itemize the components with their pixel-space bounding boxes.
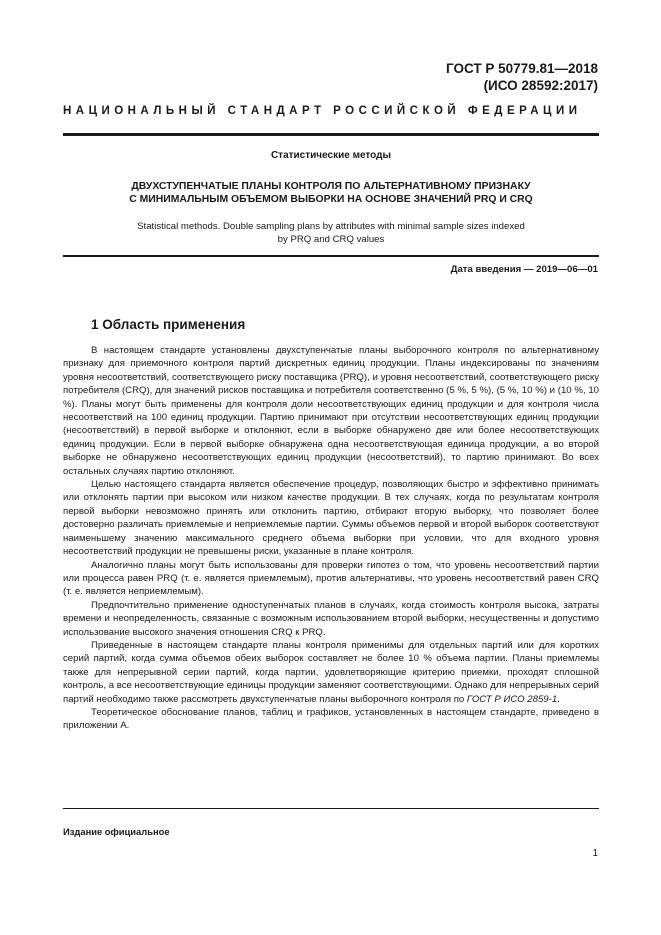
page-number: 1 (592, 848, 598, 859)
section-body (63, 344, 599, 733)
paragraph: В настоящем стандарте установлены двухступенчатые планы выборочного контроля по альтернативному признаку для приемочного контроля партий дискретных единиц продукции. Планы индексированы по значениям уровня несоответствий, соответствующего риску поставщика (PRQ), и уровня несоответствий, соответствующего риску потребителя (CRQ), для значений рисков поставщика и потребителя соответственно (5 %, 5 %), (5 %, 10 %) и (10 %, 10 %). Планы могут быть применены для контроля доли несоответствующих единиц продукции и для контроля числа несоответствий на 100 единиц продукции. Партию принимают при отсутствии несоответствующих единиц продукции (несоответствий) в первой выборке и отклоняют, если в выборке обнаружено две или более несоответствующих единиц продукции. Если в первой выборке обнаружена одна несоответствующая единица продукции, а во второй выборке не обнаружено несоответствующих единиц продукции (несоответствий), то партию принимают. Во всех остальных случаях партию отклоняют. (63, 345, 599, 477)
standard-reference: ГОСТ Р ИСО 2859-1 (466, 693, 558, 705)
national-standard-banner: НАЦИОНАЛЬНЫЙ СТАНДАРТ РОССИЙСКОЙ ФЕДЕРАЦИИ (63, 105, 582, 117)
document-subtitle: Статистические методы (270, 150, 392, 161)
title-rule (63, 255, 599, 257)
document-title (63, 180, 599, 206)
standard-number: ГОСТ Р 50779.81—2018 (446, 61, 598, 76)
paragraph: Целью настоящего стандарта является обеспечение процедур, позволяющих быстро и эффективно принимать или отклонять партии при высоком или низком качестве продукции. В тех случаях, когда по результатам контроля первой выборки невозможно принять или отклонить партию, отбирают вторую выборку, что позволяет более достоверно различать приемлемые и неприемлемые партии. Суммы объемов первой и второй выборок соответствуют наименьшему значению максимального среднего объема выборки при условии, что для входного уровня несоответствий продукции не превышены риски, указанные в плане контроля. (63, 479, 599, 558)
title-line: ДВУХСТУПЕНЧАТЫЕ ПЛАНЫ КОНТРОЛЯ ПО АЛЬТЕРНАТИВНОМУ ПРИЗНАКУ (131, 181, 531, 192)
paragraph: Теоретическое обоснование планов, таблиц и графиков, установленных в настоящем стандарте, приведено в приложении А. (63, 706, 599, 732)
paragraph (63, 639, 599, 706)
header-rule (63, 133, 599, 136)
footer-rule (63, 808, 599, 809)
english-title-line: by PRQ and CRQ values (277, 234, 385, 245)
paragraph: Аналогично планы могут быть использованы для проверки гипотез о том, что уровень несоответствий партии или процесса равен PRQ (т. е. является приемлемым), против альтернативы, что уровень несоответствий равен CRQ (т. е. является неприемлемым). (63, 559, 599, 598)
introduction-date: Дата введения — 2019—06—01 (450, 264, 598, 275)
title-line: С МИНИМАЛЬНЫМ ОБЪЕМОМ ВЫБОРКИ НА ОСНОВЕ ЗНАЧЕНИЙ PRQ И CRQ (129, 194, 533, 205)
english-title (63, 220, 599, 246)
paragraph-end: . (557, 693, 560, 705)
english-title-line: Statistical methods. Double sampling plans by attributes with minimal sample sizes indexed (137, 221, 525, 232)
iso-equivalent: (ИСО 28592:2017) (483, 78, 598, 93)
paragraph: Предпочтительно применение одноступенчатых планов в случаях, когда стоимость контроля высока, затраты времени и неопределенность, связанные с возможным использованием второй выборки, несущественны и допустимо использование высокого значения отношения CRQ к PRQ. (63, 599, 599, 638)
edition-label: Издание официальное (63, 826, 170, 837)
paragraph-text: Приведенные в настоящем стандарте планы контроля применимы для отдельных партий или для коротких серий партий, когда сумма объемов обеих выборок составляет не более 10 % объема партии. Планы приемлемы также для непрерывной серии партий, когда партии, удовлетворяющие критерию приемки, проходят сплошной контроль, а все несоответствующие единицы продукции заменяют соответствующими. Однако для непрерывных серий партий необходимо также рассмотреть двухступенчатые планы выборочного контроля по (63, 639, 599, 705)
section-heading: 1 Область применения (91, 317, 246, 332)
standard-designation (446, 60, 598, 94)
